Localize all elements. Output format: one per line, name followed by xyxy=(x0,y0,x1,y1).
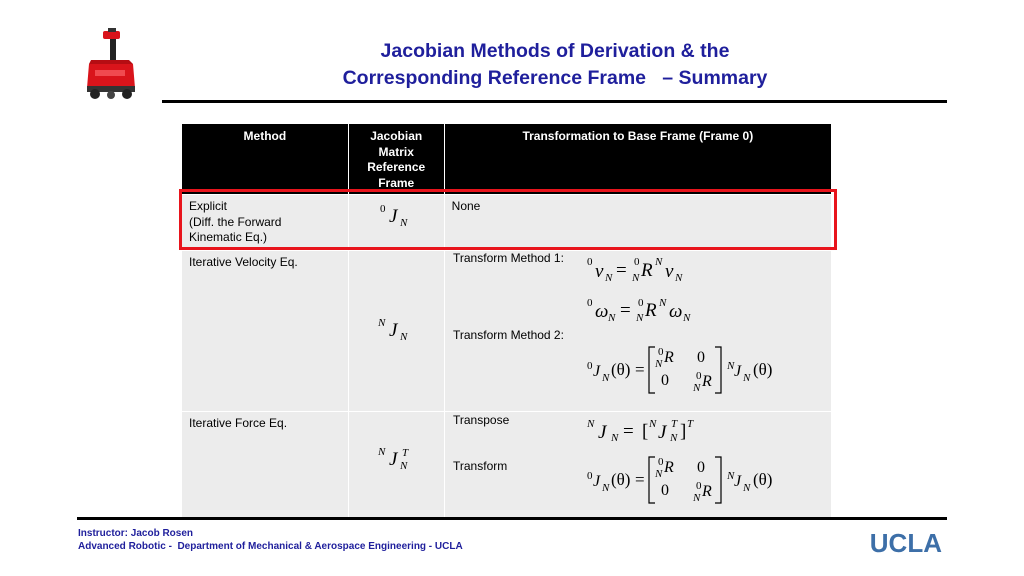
matrix-right-bracket-icon xyxy=(713,346,723,394)
cell-transform-explicit: None xyxy=(444,195,831,251)
title-line-1: Jacobian Methods of Derivation & the xyxy=(380,40,730,62)
cell-method-explicit: Explicit (Diff. the Forward Kinematic Eq.) xyxy=(182,195,349,251)
header-transform: Transformation to Base Frame (Frame 0) xyxy=(444,124,831,195)
force-transpose-formula: N J N = [ N J T N ] T xyxy=(587,418,694,444)
force-transform-2-label: Transform xyxy=(453,459,508,473)
footer-divider xyxy=(77,517,947,520)
header-method: Method xyxy=(182,124,349,195)
ucla-logo: UCLA xyxy=(869,528,942,558)
cell-method-velocity: Iterative Velocity Eq. xyxy=(182,251,349,412)
title-divider xyxy=(162,100,947,103)
matrix-left-bracket-icon xyxy=(647,346,657,394)
robot-logo-icon xyxy=(83,28,139,100)
force-matrix-transform-formula: 0 J N (θ) = 0 N R 0 0 0 N R N J N (θ) xyxy=(587,456,773,504)
footer-department: Advanced Robotic - Department of Mechanical & Aerospace Engineering - UCLA xyxy=(78,541,463,552)
page-title xyxy=(250,38,860,92)
highlight-box xyxy=(179,189,837,250)
title-line-2: Corresponding Reference Frame – Summary xyxy=(342,67,768,89)
table-header-row xyxy=(182,124,832,195)
matrix-right-bracket-icon xyxy=(713,456,723,504)
matrix-left-bracket-icon xyxy=(647,456,657,504)
force-transform-1-label: Transpose xyxy=(453,413,510,427)
velocity-linear-transform-formula: 0 v N = 0 N R N v N xyxy=(587,256,683,284)
cell-method-force: Iterative Force Eq. xyxy=(182,412,349,520)
velocity-angular-transform-formula: 0 ω N = 0 N R N ω N xyxy=(587,297,691,324)
footer-instructor: Instructor: Jacob Rosen xyxy=(78,528,194,539)
velocity-transform-1-label: Transform Method 1: xyxy=(453,251,564,265)
velocity-transform-2-label: Transform Method 2: xyxy=(453,328,564,342)
header-frame: Jacobian Matrix Reference Frame xyxy=(348,124,444,195)
velocity-matrix-transform-formula: 0 J N (θ) = 0 N R 0 0 0 N R N J N (θ) xyxy=(587,346,773,394)
